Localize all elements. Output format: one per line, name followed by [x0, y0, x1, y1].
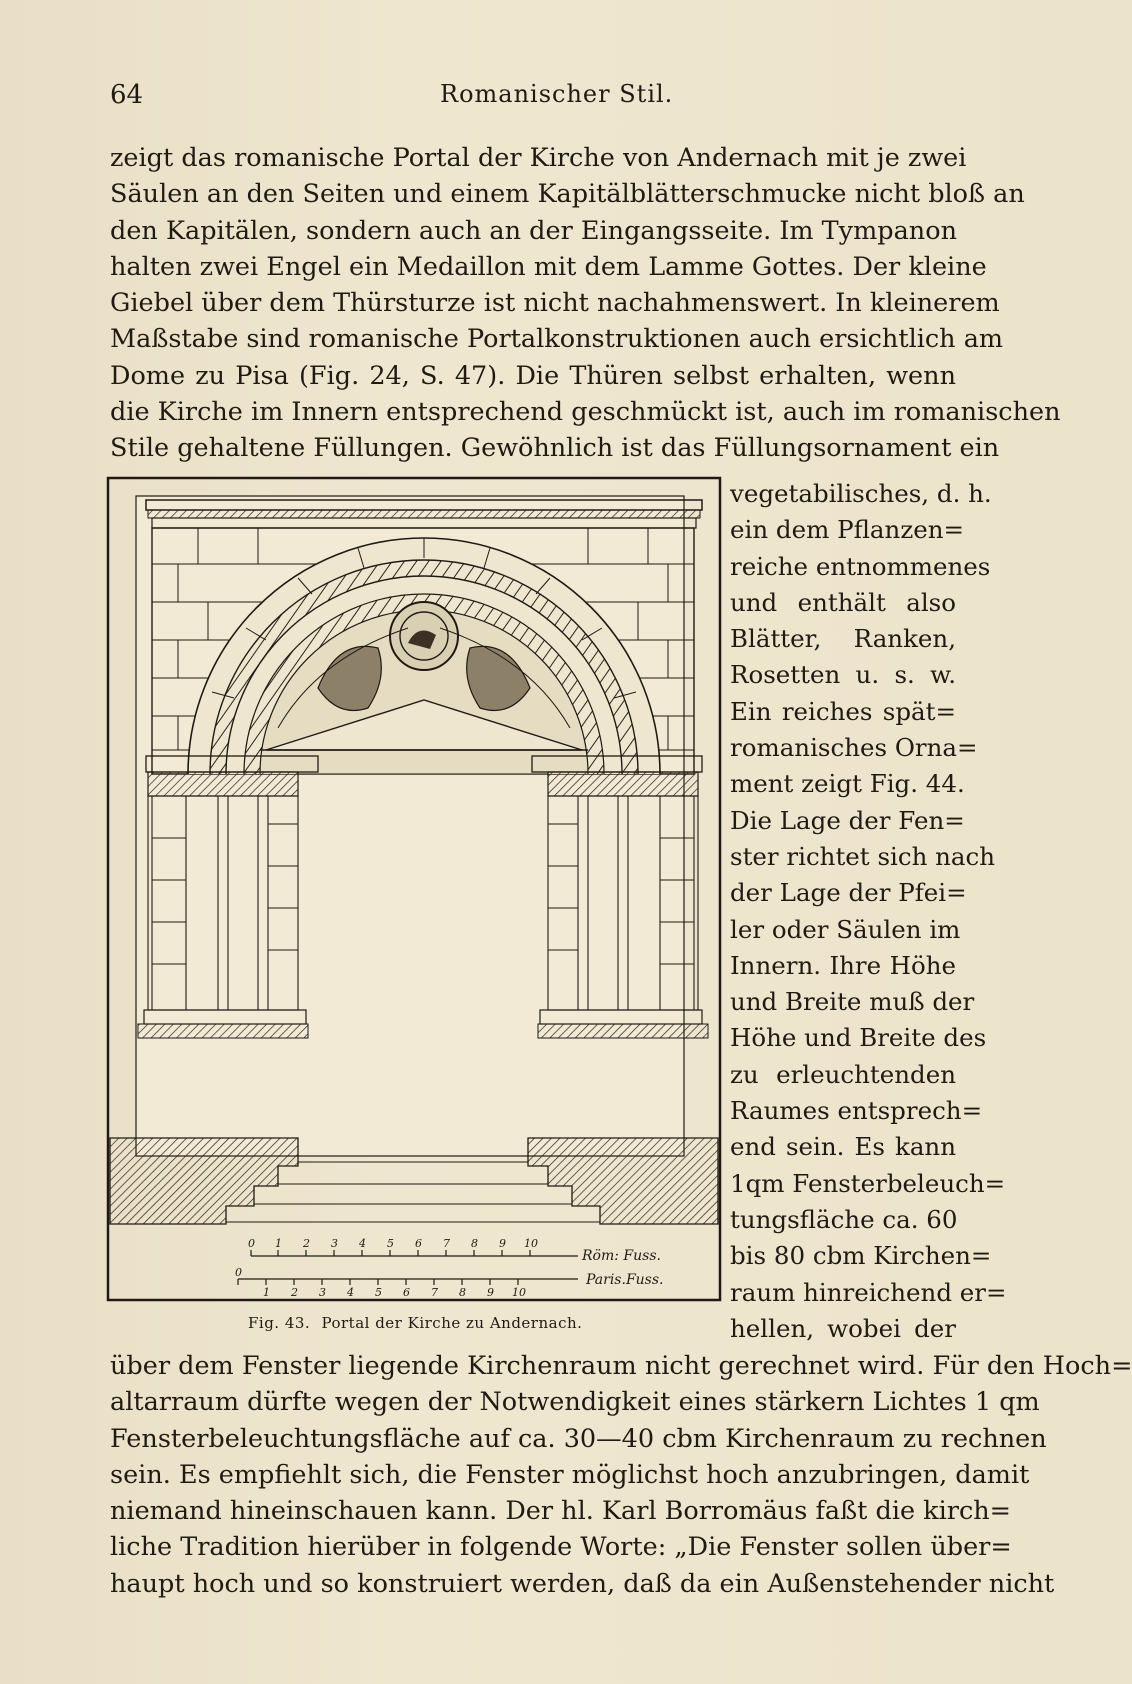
- scale-tick: 8: [459, 1286, 466, 1299]
- text-line: Giebel über dem Thürsturze ist nicht nachahmenswert. In kleinerem: [110, 288, 1000, 319]
- scale-tick: 3: [319, 1286, 326, 1299]
- body-text-bottom: [110, 1348, 1132, 1602]
- text-line: haupt hoch und so konstruiert werden, daß da ein Außenstehender nicht: [110, 1568, 1055, 1599]
- text-line: ein dem Pflanzen=: [730, 515, 965, 545]
- scale-tick: 7: [431, 1286, 438, 1299]
- portal-figure: [108, 478, 720, 1300]
- scale-tick: 4: [359, 1237, 366, 1250]
- text-line: Maßstabe sind romanische Portalkonstruktionen auch ersichtlich am: [110, 324, 1004, 355]
- text-line: Dome zu Pisa (Fig. 24, S. 47). Die Thüren selbst erhalten, wenn: [110, 360, 956, 391]
- text-line: Fensterbeleuchtungsfläche auf ca. 30—40 cbm Kirchenraum zu rechnen: [110, 1423, 1047, 1454]
- text-line: bis 80 cbm Kirchen=: [730, 1241, 992, 1271]
- text-line: die Kirche im Innern entsprechend geschmückt ist, auch im romanischen: [110, 397, 1061, 428]
- figure-caption: [248, 1314, 588, 1332]
- running-title: Romanischer Stil.: [440, 80, 674, 108]
- scale-tick: 1: [275, 1237, 282, 1250]
- text-line: Ein reiches spät=: [730, 696, 956, 726]
- body-text-side: [730, 476, 1007, 1347]
- scale-tick: 9: [499, 1237, 506, 1250]
- text-line: 1qm Fensterbeleuch=: [730, 1168, 1006, 1198]
- text-line: ler oder Säulen im: [730, 914, 961, 944]
- text-line: über dem Fenster liegende Kirchenraum nicht gerechnet wird. Für den Hoch=: [110, 1351, 1132, 1381]
- scale-label-paris: Paris.Fuss.: [586, 1272, 664, 1288]
- scale-tick: 5: [375, 1286, 382, 1299]
- text-line: Die Lage der Fen=: [730, 805, 965, 835]
- text-line: end sein. Es kann: [730, 1132, 956, 1162]
- scale-tick: 1: [263, 1286, 270, 1299]
- scale-tick: 10: [512, 1286, 526, 1299]
- text-line: raum hinreichend er=: [730, 1277, 1007, 1307]
- text-line: Blätter, Ranken,: [730, 624, 956, 654]
- page-header: [110, 80, 950, 114]
- body-text-top: [110, 140, 1061, 467]
- text-line: vegetabilisches, d. h.: [730, 479, 992, 508]
- scale-tick: 6: [415, 1237, 422, 1250]
- text-line: romanisches Orna=: [730, 733, 978, 763]
- figure-title: Portal der Kirche zu Andernach.: [321, 1314, 583, 1332]
- text-line: Innern. Ihre Höhe: [730, 950, 956, 980]
- text-line: tungsfläche ca. 60: [730, 1204, 958, 1234]
- scale-tick: 3: [331, 1237, 338, 1250]
- scale-tick: 10: [524, 1237, 538, 1250]
- scale-tick: 7: [443, 1237, 450, 1250]
- scale-tick: 0: [235, 1266, 242, 1279]
- text-line: hellen, wobei der: [730, 1313, 956, 1343]
- text-line: Stile gehaltene Füllungen. Gewöhnlich ist das Füllungsornament ein: [110, 433, 1000, 464]
- text-line: und Breite muß der: [730, 987, 975, 1017]
- text-line: Säulen an den Seiten und einem Kapitälblätterschmucke nicht bloß an: [110, 179, 1025, 210]
- scale-tick: 9: [487, 1286, 494, 1299]
- text-line: ster richtet sich nach: [730, 841, 996, 871]
- text-line: zeigt das romanische Portal der Kirche von Andernach mit je zwei: [110, 143, 967, 173]
- figure-number: Fig. 43.: [248, 1314, 311, 1332]
- text-line: sein. Es empfiehlt sich, die Fenster möglichst hoch anzubringen, damit: [110, 1459, 1030, 1490]
- text-line: niemand hineinschauen kann. Der hl. Karl Borromäus faßt die kirch=: [110, 1496, 1012, 1527]
- scale-bar: [238, 1250, 578, 1285]
- page-number: 64: [110, 80, 144, 110]
- portal-illustration: [108, 478, 720, 1303]
- scale-tick: 2: [303, 1237, 310, 1250]
- scale-label-roman: Röm: Fuss.: [582, 1248, 661, 1264]
- text-line: altarraum dürfte wegen der Notwendigkeit eines stärkern Lichtes 1 qm: [110, 1387, 1040, 1418]
- text-line: der Lage der Pfei=: [730, 878, 967, 908]
- text-line: ment zeigt Fig. 44.: [730, 769, 965, 799]
- text-line: und enthält also: [730, 587, 956, 617]
- text-line: liche Tradition hierüber in folgende Worte: „Die Fenster sollen über=: [110, 1532, 1012, 1563]
- scale-tick: 6: [403, 1286, 410, 1299]
- text-line: halten zwei Engel ein Medaillon mit dem Lamme Gottes. Der kleine: [110, 251, 987, 282]
- scale-tick: 5: [387, 1237, 394, 1250]
- scale-tick: 0: [248, 1237, 255, 1250]
- text-line: den Kapitälen, sondern auch an der Eingangsseite. Im Tympanon: [110, 215, 957, 246]
- text-line: reiche entnommenes: [730, 551, 991, 581]
- text-line: zu erleuchtenden: [730, 1059, 956, 1089]
- scale-tick: 2: [291, 1286, 298, 1299]
- scale-tick: 4: [347, 1286, 354, 1299]
- text-line: Höhe und Breite des: [730, 1023, 987, 1053]
- text-line: Rosetten u. s. w.: [730, 660, 956, 690]
- text-line: Raumes entsprech=: [730, 1096, 983, 1126]
- scale-tick: 8: [471, 1237, 478, 1250]
